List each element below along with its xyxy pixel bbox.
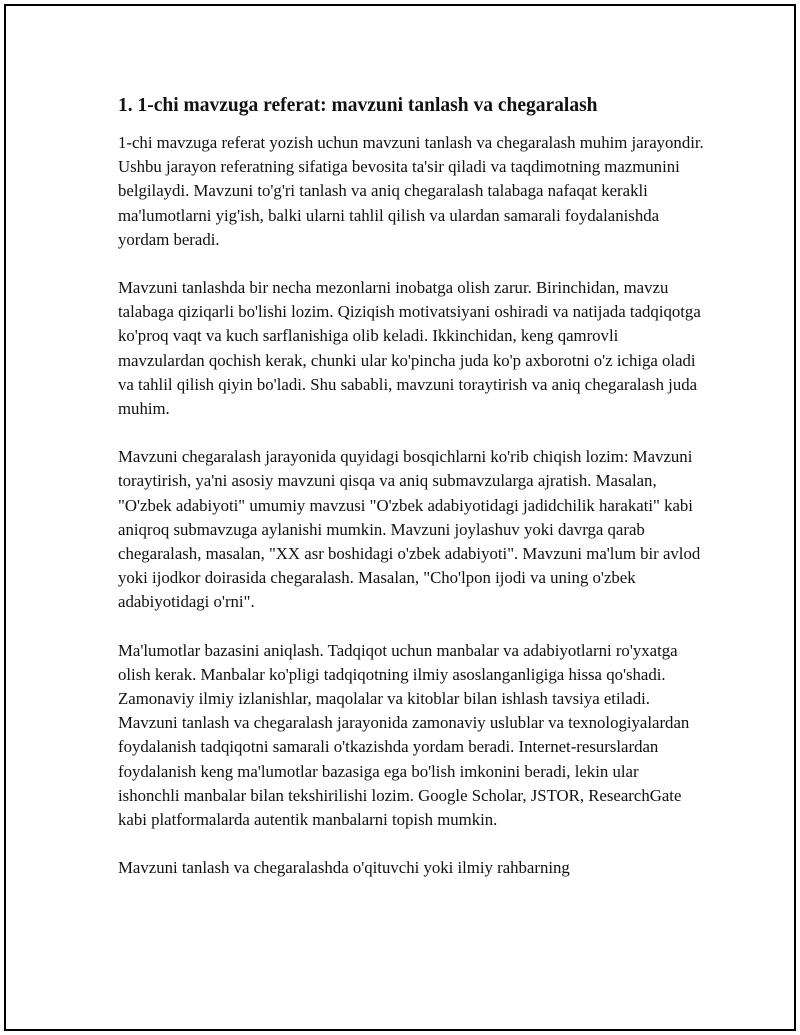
paragraph-sources: Ma'lumotlar bazasini aniqlash. Tadqiqot uchun manbalar va adabiyotlarni ro'yxatga olish kerak. Manbalar ko'pligi tadqiqotning ilmiy asoslanganligiga hissa qo'shadi. Zamonaviy ilmiy izlanishlar, maqolalar va kitoblar bilan ishlash tavsiya etiladi. Mavzuni tanlash va chegaralash jarayonida zamonaviy uslublar va texnologiyalardan foydalanish tadqiqotni samarali o'tkazishda yordam beradi. Internet-resurslardan foydalanish keng ma'lumotlar bazasiga ega bo'lish imkonini beradi, lekin ular ishonchli manbalar bilan tekshirilishi lozim. Google Scholar, JSTOR, ResearchGate kabi platformalarda autentik manbalarni topish mumkin. <box>118 640 690 830</box>
paragraph-intro: 1-chi mavzuga referat yozish uchun mavzuni tanlash va chegaralash muhim jarayondir. Ushbu jarayon referatning sifatiga bevosita ta'sir qiladi va taqdimotning mazmunini belgilaydi. Mavzuni to'g'ri tanlash va aniq chegaralash talabaga nafaqat kerakli ma'lumotlarni yig'ish, balki ularni tahlil qilish va ulardan samarali foydalanishda yordam beradi. <box>118 133 704 249</box>
document-body <box>114 92 704 904</box>
paragraph-topic-criteria: Mavzuni tanlashda bir necha mezonlarni inobatga olish zarur. Birinchidan, mavzu talabaga qiziqarli bo'lishi lozim. Qiziqish motivatsiyani oshiradi va natijada tadqiqotga ko'proq vaqt va kuch sarflanishiga olib keladi. Ikkinchidan, keng qamrovli mavzulardan qochish kerak, chunki ular ko'pincha juda ko'p axborotni o'z ichiga oladi va tahlil qilish qiyin bo'ladi. Shu sababli, mavzuni toraytirish va aniq chegaralash juda muhim. <box>118 278 701 419</box>
paragraph-supervisor: Mavzuni tanlash va chegaralashda o'qituvchi yoki ilmiy rahbarning <box>118 858 570 878</box>
section-heading: 1. 1-chi mavzuga referat: mavzuni tanlash va chegaralash <box>118 95 598 116</box>
paragraph-topic-limiting: Mavzuni chegaralash jarayonida quyidagi bosqichlarni ko'rib chiqish lozim: Mavzuni toraytirish, ya'ni asosiy mavzuni qisqa va aniq submavzularga ajratish. Masalan, "O'zbek adabiyoti" umumiy mavzusi "O'zbek adabiyotidagi jadidchilik harakati" kabi aniqroq submavzuga aylanishi mumkin. Mavzuni joylashuv yoki davrga qarab chegaralash, masalan, "XX asr boshidagi o'zbek adabiyoti". Mavzuni ma'lum bir avlod yoki ijodkor doirasida chegaralash. Masalan, "Cho'lpon ijodi va uning o'zbek adabiyotidagi o'rni". <box>118 447 701 612</box>
